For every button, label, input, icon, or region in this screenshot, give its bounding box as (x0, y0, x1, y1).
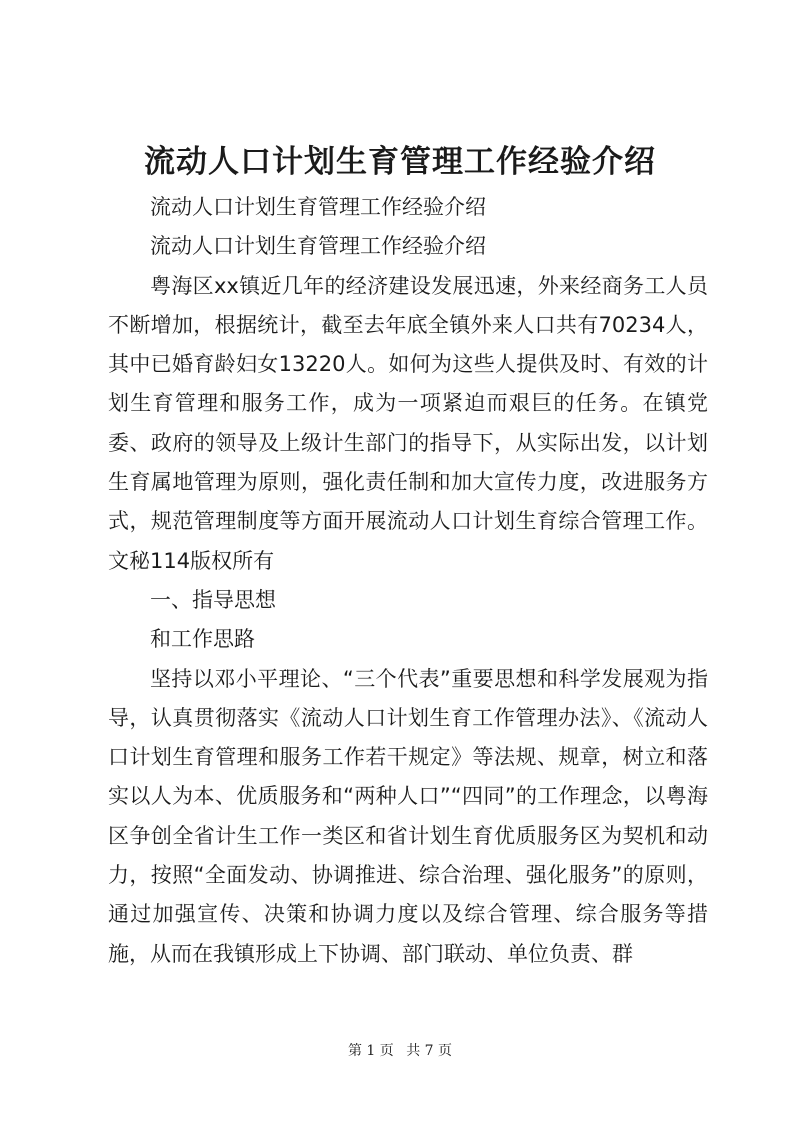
paragraph: 坚持以邓小平理论、“三个代表”重要思想和科学发展观为指导，认真贯彻落实《流动人口计划生育工作管理办法》、《流动人口计划生育管理和服务工作若干规定》等法规、规章，树立和落实以人为本、优质服务和“两种人口”“四同”的工作理念，以粤海区争创全省计生工作一类区和省计划生育优质服务区为契机和动力，按照“全面发动、协调推进、综合治理、强化服务”的原则，通过加强宣传、决策和协调力度以及综合管理、综合服务等措施，从而在我镇形成上下协调、部门联动、单位负责、群 (108, 666, 708, 966)
section-heading: 一、指导思想 (150, 587, 276, 612)
document-body (108, 188, 708, 974)
document-title: 流动人口计划生育管理工作经验介绍 (144, 144, 656, 180)
page-total: 共 7 页 (406, 1043, 453, 1059)
paragraph: 流动人口计划生育管理工作经验介绍 (150, 195, 486, 219)
paragraph: 和工作思路 (150, 627, 255, 652)
page-number: 第 1 页 (347, 1043, 394, 1059)
paragraph: 粤海区xx镇近几年的经济建设发展迅速，外来经商务工人员不断增加，根据统计，截至去年底全镇外来人口共有70234人，其中已婚育龄妇女13220人。如何为这些人提供及时、有效的计划生育管理和服务工作，成为一项紧迫而艰巨的任务。在镇党委、政府的领导及上级计生部门的指导下，从实际出发，以计划生育属地管理为原则，强化责任制和加大宣传力度，改进服务方式，规范管理制度等方面开展流动人口计划生育综合管理工作。文秘114版权所有 (108, 273, 708, 573)
paragraph: 流动人口计划生育管理工作经验介绍 (150, 234, 486, 259)
page-footer (0, 1041, 800, 1061)
